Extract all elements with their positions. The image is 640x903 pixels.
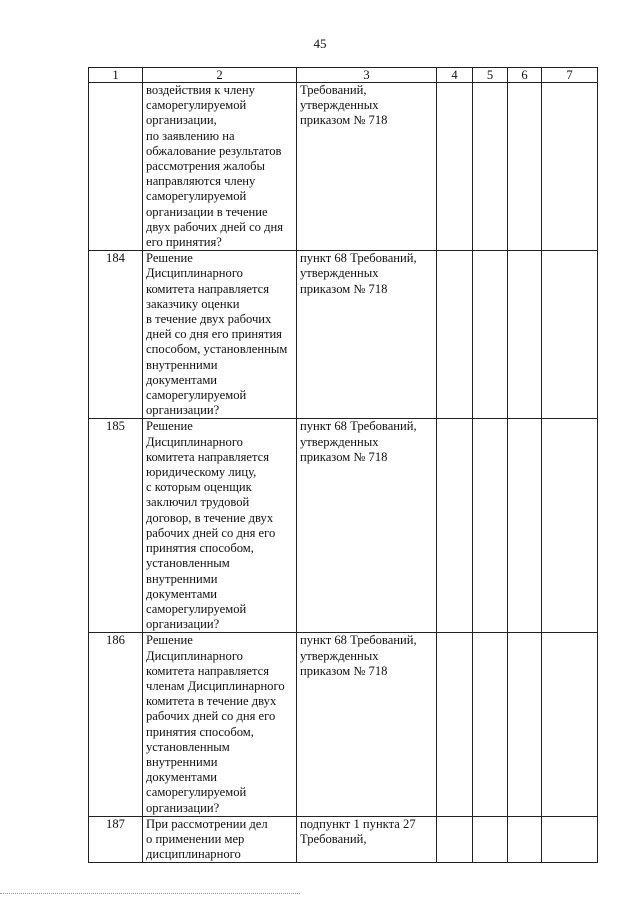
legal-reference: пункт 68 Требований, утвержденных приказом № 718 (297, 419, 437, 633)
column-header-3: 3 (297, 68, 437, 83)
column-header-1: 1 (89, 68, 143, 83)
answer-cell-4 (437, 633, 473, 816)
column-header-4: 4 (437, 68, 473, 83)
legal-reference: пункт 68 Требований, утвержденных приказом № 718 (297, 633, 437, 816)
question-text: Решение Дисциплинарного комитета направляется членам Дисциплинарного комитета в течение двух рабочих дней со дня его принятия способом, установленным внутренними документами саморегулируемой организации? (143, 633, 297, 816)
answer-cell-4 (437, 83, 473, 251)
answer-cell-7 (542, 633, 598, 816)
legal-reference: подпункт 1 пункта 27 Требований, (297, 816, 437, 863)
answer-cell-5 (473, 816, 508, 863)
legal-reference: пункт 68 Требований, утвержденных приказом № 718 (297, 251, 437, 419)
answer-cell-7 (542, 419, 598, 633)
column-header-2: 2 (143, 68, 297, 83)
answer-cell-5 (473, 419, 508, 633)
question-text: При рассмотрении дел о применении мер дисциплинарного (143, 816, 297, 863)
row-number: 184 (89, 251, 143, 419)
checklist-table (88, 67, 598, 863)
table-row (89, 816, 598, 863)
answer-cell-6 (508, 83, 542, 251)
answer-cell-4 (437, 251, 473, 419)
answer-cell-6 (508, 816, 542, 863)
column-header-7: 7 (542, 68, 598, 83)
table-row (89, 419, 598, 633)
answer-cell-4 (437, 816, 473, 863)
question-text: Решение Дисциплинарного комитета направляется заказчику оценки в течение двух рабочих дней со дня его принятия способом, установленным внутренними документами саморегулируемой организации? (143, 251, 297, 419)
page-number: 45 (313, 36, 327, 51)
table-row (89, 83, 598, 251)
answer-cell-5 (473, 83, 508, 251)
scan-edge-mark (0, 893, 300, 897)
answer-cell-7 (542, 83, 598, 251)
answer-cell-6 (508, 251, 542, 419)
table-row (89, 251, 598, 419)
answer-cell-6 (508, 419, 542, 633)
column-header-5: 5 (473, 68, 508, 83)
row-number: 187 (89, 816, 143, 863)
table-row (89, 633, 598, 816)
answer-cell-5 (473, 251, 508, 419)
answer-cell-6 (508, 633, 542, 816)
answer-cell-4 (437, 419, 473, 633)
column-header-6: 6 (508, 68, 542, 83)
question-text: Решение Дисциплинарного комитета направляется юридическому лицу, с которым оценщик заключил трудовой договор, в течение двух рабочих дней со дня его принятия способом, установленным внутренними документами саморегулируемой организации? (143, 419, 297, 633)
answer-cell-5 (473, 633, 508, 816)
question-text: воздействия к члену саморегулируемой организации, по заявлению на обжалование результатов рассмотрения жалобы направляются члену саморегулируемой организации в течение двух рабочих дней со дня его принятия? (143, 83, 297, 251)
legal-reference: Требований, утвержденных приказом № 718 (297, 83, 437, 251)
answer-cell-7 (542, 816, 598, 863)
row-number (89, 83, 143, 251)
row-number: 186 (89, 633, 143, 816)
answer-cell-7 (542, 251, 598, 419)
header-row (89, 68, 598, 83)
row-number: 185 (89, 419, 143, 633)
